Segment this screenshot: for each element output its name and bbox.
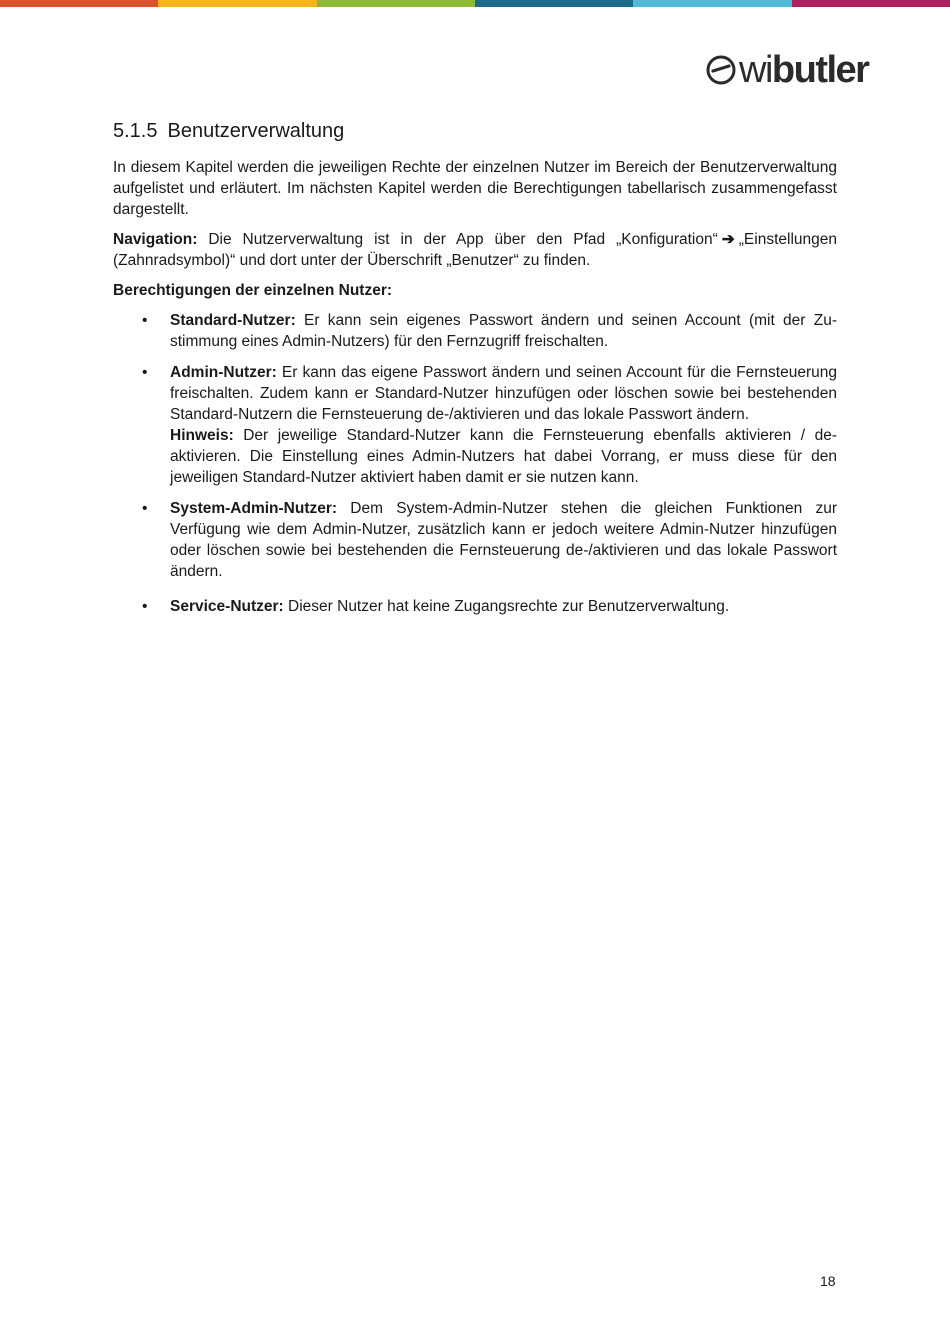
logo-wordmark [739,50,868,90]
page-content [113,118,837,627]
list-item-service-user [113,596,837,617]
navigation-text-before: Die Nutzerverwaltung ist in der App über den Pfad „Konfiguration“ [197,231,718,248]
navigation-text-after: „Einstellungen (Zahnradsymbol)“ und dort unter der Überschrift „Benutzer“ zu finden. [113,231,837,269]
user-role-description: Dieser Nutzer hat keine Zugangsrechte zur Benutzerverwaltung. [283,598,730,615]
user-role-description: Dem System-Admin-Nutzer stehen die gleichen Funktionen zur Verfügung wie dem Admin-Nutzer, zusätzlich kann er jedoch weitere Admin-Nutzer hinzufügen oder löschen sowie bei bestehenden die Fernsteuerung de-/aktivieren und das lokale Passwort ändern. [170,500,837,580]
list-item-system-admin-user [113,498,837,582]
hint-text: Der jeweilige Standard-Nutzer kann die Fernsteuerung ebenfalls aktivieren / deaktivieren. Die Einstellung eines Admin-Nutzers hat dabei Vorrang, er muss diese für den jeweiligen Standard-Nutzer aktiviert haben damit er sie nutzen kann. [170,427,837,486]
wibutler-logo [705,50,868,90]
arrow-right-icon: ➔ [721,231,735,248]
permissions-heading [113,280,837,301]
bullet-icon: • [142,500,148,517]
clock-circle-icon [705,54,737,86]
intro-paragraph: In diesem Kapitel werden die jeweiligen Rechte der einzelnen Nutzer im Bereich der Benutzerverwaltung aufgelistet und erläutert. Im nächsten Kapitel werden die Berechtigungen tabellarisch zusammengefasst dargestellt. [113,159,837,218]
bullet-icon: • [142,312,148,329]
logo-text-bold: butler [771,49,869,91]
color-bar-segment [0,0,158,7]
logo-text-light: wi [739,49,772,91]
section-title: Benutzerverwaltung [167,120,345,142]
hint-label: Hinweis: [170,427,234,444]
user-permissions-list [113,310,837,617]
list-item-standard-user [113,310,837,352]
user-role-name: Standard-Nutzer: [170,312,296,329]
color-bar-segment [633,0,791,7]
section-heading [113,118,837,144]
user-role-description: Er kann das eigene Passwort ändern und seinen Account für die Fernsteuerung freischalten. Zudem kann er Standard-Nutzer hinzufügen oder löschen sowie bei bestehenden Standard-Nutzern die Fernsteuerung de-/aktivieren und das lokale Passwort ändern. [170,364,837,423]
bullet-icon: • [142,598,148,615]
color-bar-segment [158,0,316,7]
navigation-label: Navigation: [113,231,198,248]
color-bar-segment [475,0,633,7]
color-bar-segment [792,0,950,7]
section-number: 5.1.5 [113,120,158,142]
user-role-name: Admin-Nutzer: [170,364,277,381]
user-role-name: System-Admin-Nutzer: [170,500,338,517]
page-number: 18 [820,1273,836,1289]
user-role-name: Service-Nutzer: [170,598,284,615]
list-item-admin-user [113,362,837,488]
permissions-heading-text: Berechtigungen der einzelnen Nutzer: [113,282,393,299]
top-color-bar [0,0,950,7]
bullet-icon: • [142,364,148,381]
navigation-paragraph [113,229,837,271]
user-role-description: Er kann sein eigenes Passwort ändern und seinen Account (mit der Zustimmung eines Admin-Nutzers) für den Fernzugriff freischalten. [170,312,837,350]
color-bar-segment [317,0,475,7]
